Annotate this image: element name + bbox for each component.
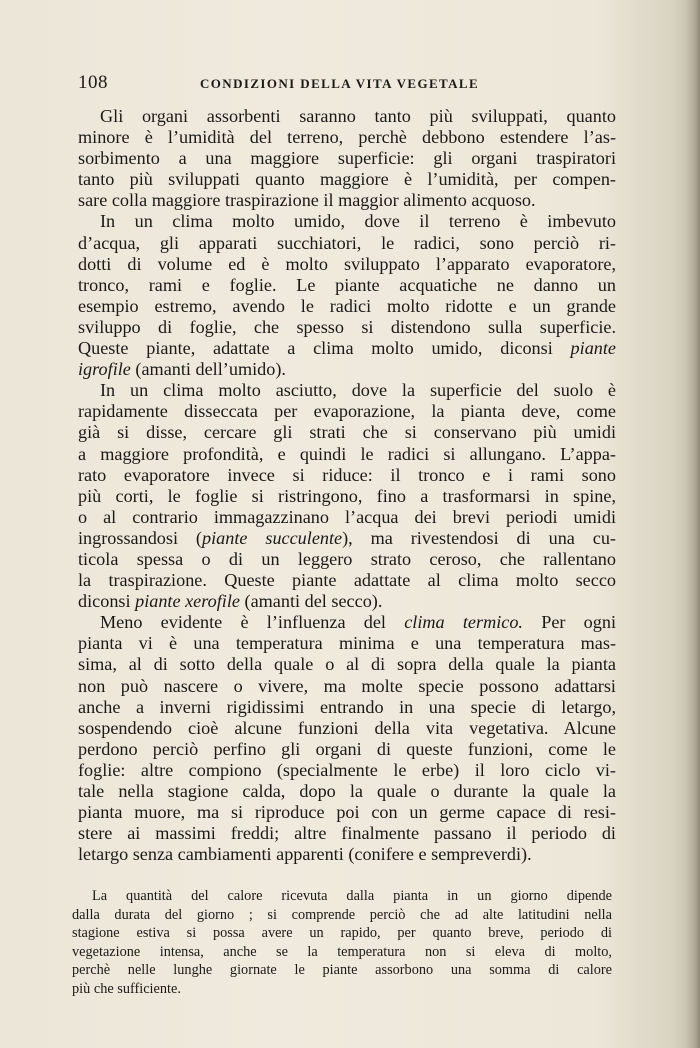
text-segment: (amanti dell’umido). <box>135 359 286 380</box>
text-line: ticola spessa o di un leggero strato ceroso, che rallentano <box>78 548 616 569</box>
page-header <box>78 72 618 98</box>
text-line: d’acqua, gli apparati succhiatori, le radici, sono perciò ri- <box>78 232 616 253</box>
text-line: dotti di volume ed è molto sviluppato l’apparato evaporatore, <box>78 253 616 274</box>
text-line: In un clima molto asciutto, dove la superficie del suolo è <box>100 380 616 401</box>
text-line: pianta vi è una temperatura minima e una temperatura mas- <box>78 633 616 654</box>
text-line <box>78 612 616 633</box>
text-line <box>78 528 616 549</box>
text-segment: ingrossandosi ( <box>78 527 202 548</box>
footnote-line: più che sufficiente. <box>72 980 181 997</box>
text-line: Gli organi assorbenti saranno tanto più sviluppati, quanto <box>100 106 616 126</box>
text-line: rapidamente disseccata per evaporazione, la pianta deve, come <box>78 401 616 422</box>
footnote-line: perchè nelle lunghe giornate le piante assorbono una somma di calore <box>72 962 612 979</box>
text-line <box>78 359 616 380</box>
text-line: foglie: altre compiono (specialmente le erbe) il loro ciclo vi- <box>78 759 616 780</box>
footnote-line: vegetazione intensa, anche se la temperatura non si eleva di molto, <box>72 943 612 960</box>
italic-term: piante succulente <box>202 527 343 548</box>
text-line: rato evaporatore invece si riduce: il tronco e i rami sono <box>78 464 616 485</box>
text-line: anche a inverni rigidissimi entrando in una specie di letargo, <box>78 696 616 717</box>
text-line: perdono perciò perfino gli organi di queste funzioni, come le <box>78 738 616 759</box>
text-line: letargo senza cambiamenti apparenti (conifere e sempreverdi). <box>78 844 532 865</box>
text-line: già si disse, cercare gli strati che si conservano più umidi <box>78 422 616 443</box>
page-number: 108 <box>78 72 108 93</box>
text-line: In un clima molto umido, dove il terreno è imbevuto <box>100 211 616 232</box>
text-line: tanto più sviluppati quanto maggiore è l’umidità, per compen- <box>78 169 616 190</box>
page-edge-shadow <box>686 0 700 1048</box>
text-line: minore è l’umidità del terreno, perchè debbono estendere l’as- <box>78 127 616 148</box>
text-line: sospendendo cioè alcune funzioni della vita vegetativa. Alcune <box>78 717 616 738</box>
text-line: a maggiore profondità, e quindi le radici si allungano. L’appa- <box>78 443 616 464</box>
text-segment: (amanti del secco). <box>244 591 383 612</box>
text-line: esempio estremo, avendo le radici molto ridotte e un grande <box>78 295 616 316</box>
footnote-line: stagione estiva si possa avere un rapido, per quanto breve, periodo di <box>72 925 612 942</box>
text-line: tale nella stagione calda, dopo la quale o durante la quale la <box>78 781 616 801</box>
footnote-line: dalla durata del giorno ; si comprende perciò che ad alte latitudini nella <box>72 906 612 923</box>
text-segment: ), ma rivestendosi di una cu- <box>342 527 616 548</box>
text-line: tronco, rami e foglie. Le piante acquatiche ne danno un <box>78 274 616 295</box>
text-line: sviluppo di foglie, che spesso si distendono sulla superficie. <box>78 316 616 337</box>
text-line <box>78 338 616 359</box>
text-segment: Per ogni <box>541 612 617 633</box>
text-line: stere ai massimi freddi; altre finalmente passano il periodo di <box>78 823 616 844</box>
text-line: pianta muore, ma si riproduce poi con un germe capace di resi- <box>78 802 616 823</box>
italic-term: piante <box>570 338 617 359</box>
text-line: sare colla maggiore traspirazione il maggior alimento acquoso. <box>78 190 536 211</box>
text-line: non può nascere o vivere, ma molte specie possono adattarsi <box>78 675 616 696</box>
text-line: più corti, le foglie si ristringono, fino a trasformarsi in spine, <box>78 485 616 506</box>
italic-term: igrofile <box>78 359 131 380</box>
text-segment: diconsi <box>78 591 131 612</box>
text-line: o al contrario immagazzinano l’acqua dei brevi periodi umidi <box>78 506 616 527</box>
text-line <box>78 591 616 612</box>
text-segment: Queste piante, adattate a clima molto umido, diconsi <box>78 338 553 359</box>
italic-term: clima termico. <box>404 612 523 633</box>
footnote <box>72 887 612 999</box>
text-line: sima, al di sotto della quale o al di sopra della quale la pianta <box>78 654 616 675</box>
text-line: sorbimento a una maggiore superficie: gli organi traspiratori <box>78 148 616 169</box>
footnote-line: La quantità del calore ricevuta dalla pianta in un giorno dipende <box>92 888 612 904</box>
italic-term: piante xerofile <box>135 591 240 612</box>
body-text <box>78 106 616 865</box>
running-head: CONDIZIONI DELLA VITA VEGETALE <box>200 76 480 91</box>
text-segment: Meno evidente è l’influenza del <box>100 612 386 633</box>
text-line: la traspirazione. Queste piante adattate al clima molto secco <box>78 570 616 591</box>
